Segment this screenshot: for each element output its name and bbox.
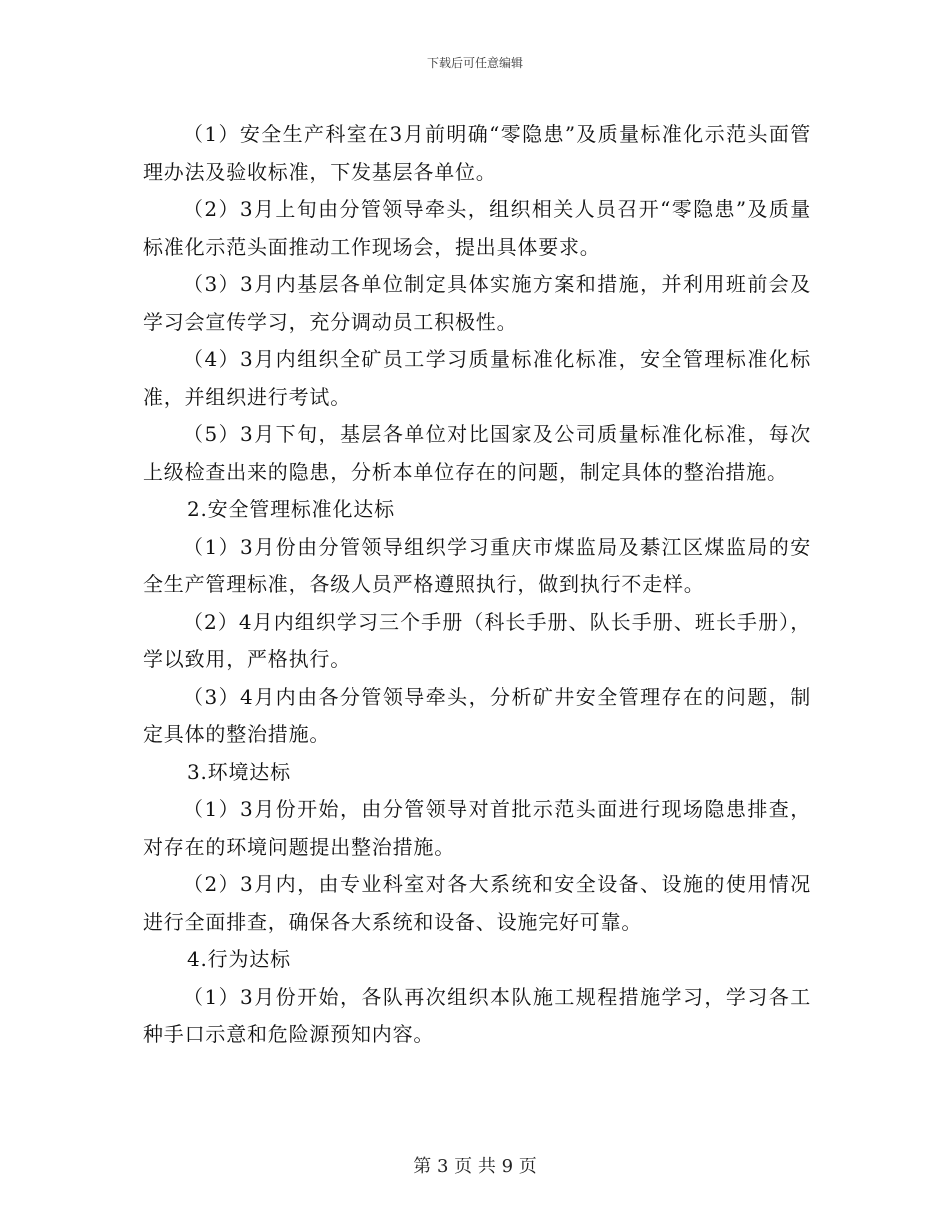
paragraph: （1）安全生产科室在3月前明确“零隐患”及质量标准化示范头面管理办法及验收标准，下发基层各单位。	[143, 122, 811, 184]
paragraph: （5）3月下旬，基层各单位对比国家及公司质量标准化标准，每次上级检查出来的隐患，分析本单位存在的问题，制定具体的整治措施。	[143, 422, 811, 484]
section-heading: 2.安全管理标准化达标	[187, 497, 395, 521]
paragraph: （1）3月份由分管领导组织学习重庆市煤监局及綦江区煤监局的安全生产管理标准，各级人员严格遵照执行，做到执行不走样。	[143, 534, 811, 596]
paragraph: （2）4月内组织学习三个手册（科长手册、队长手册、班长手册），学以致用，严格执行。	[143, 609, 811, 671]
paragraph: （2）3月内，由专业科室对各大系统和安全设备、设施的使用情况进行全面排查，确保各大系统和设备、设施完好可靠。	[143, 872, 811, 934]
paragraph: （3）3月内基层各单位制定具体实施方案和措施，并利用班前会及学习会宣传学习，充分调动员工积极性。	[143, 272, 811, 334]
section-heading: 4.行为达标	[187, 947, 291, 971]
paragraph: （3）4月内由各分管领导牵头，分析矿井安全管理存在的问题，制定具体的整治措施。	[143, 684, 811, 746]
paragraph: （1）3月份开始，各队再次组织本队施工规程措施学习，学习各工种手口示意和危险源预知内容。	[143, 984, 811, 1046]
paragraph: （1）3月份开始，由分管领导对首批示范头面进行现场隐患排查，对存在的环境问题提出整治措施。	[143, 797, 811, 859]
paragraph: （4）3月内组织全矿员工学习质量标准化标准，安全管理标准化标准，并组织进行考试。	[143, 347, 811, 409]
header-note: 下载后可任意编辑	[426, 56, 523, 70]
page-number: 第 3 页 共 9 页	[413, 1156, 537, 1177]
document-body	[143, 116, 811, 1054]
section-heading: 3.环境达标	[187, 759, 291, 784]
paragraph: （2）3月上旬由分管领导牵头，组织相关人员召开“零隐患”及质量标准化示范头面推动工作现场会，提出具体要求。	[143, 197, 811, 259]
